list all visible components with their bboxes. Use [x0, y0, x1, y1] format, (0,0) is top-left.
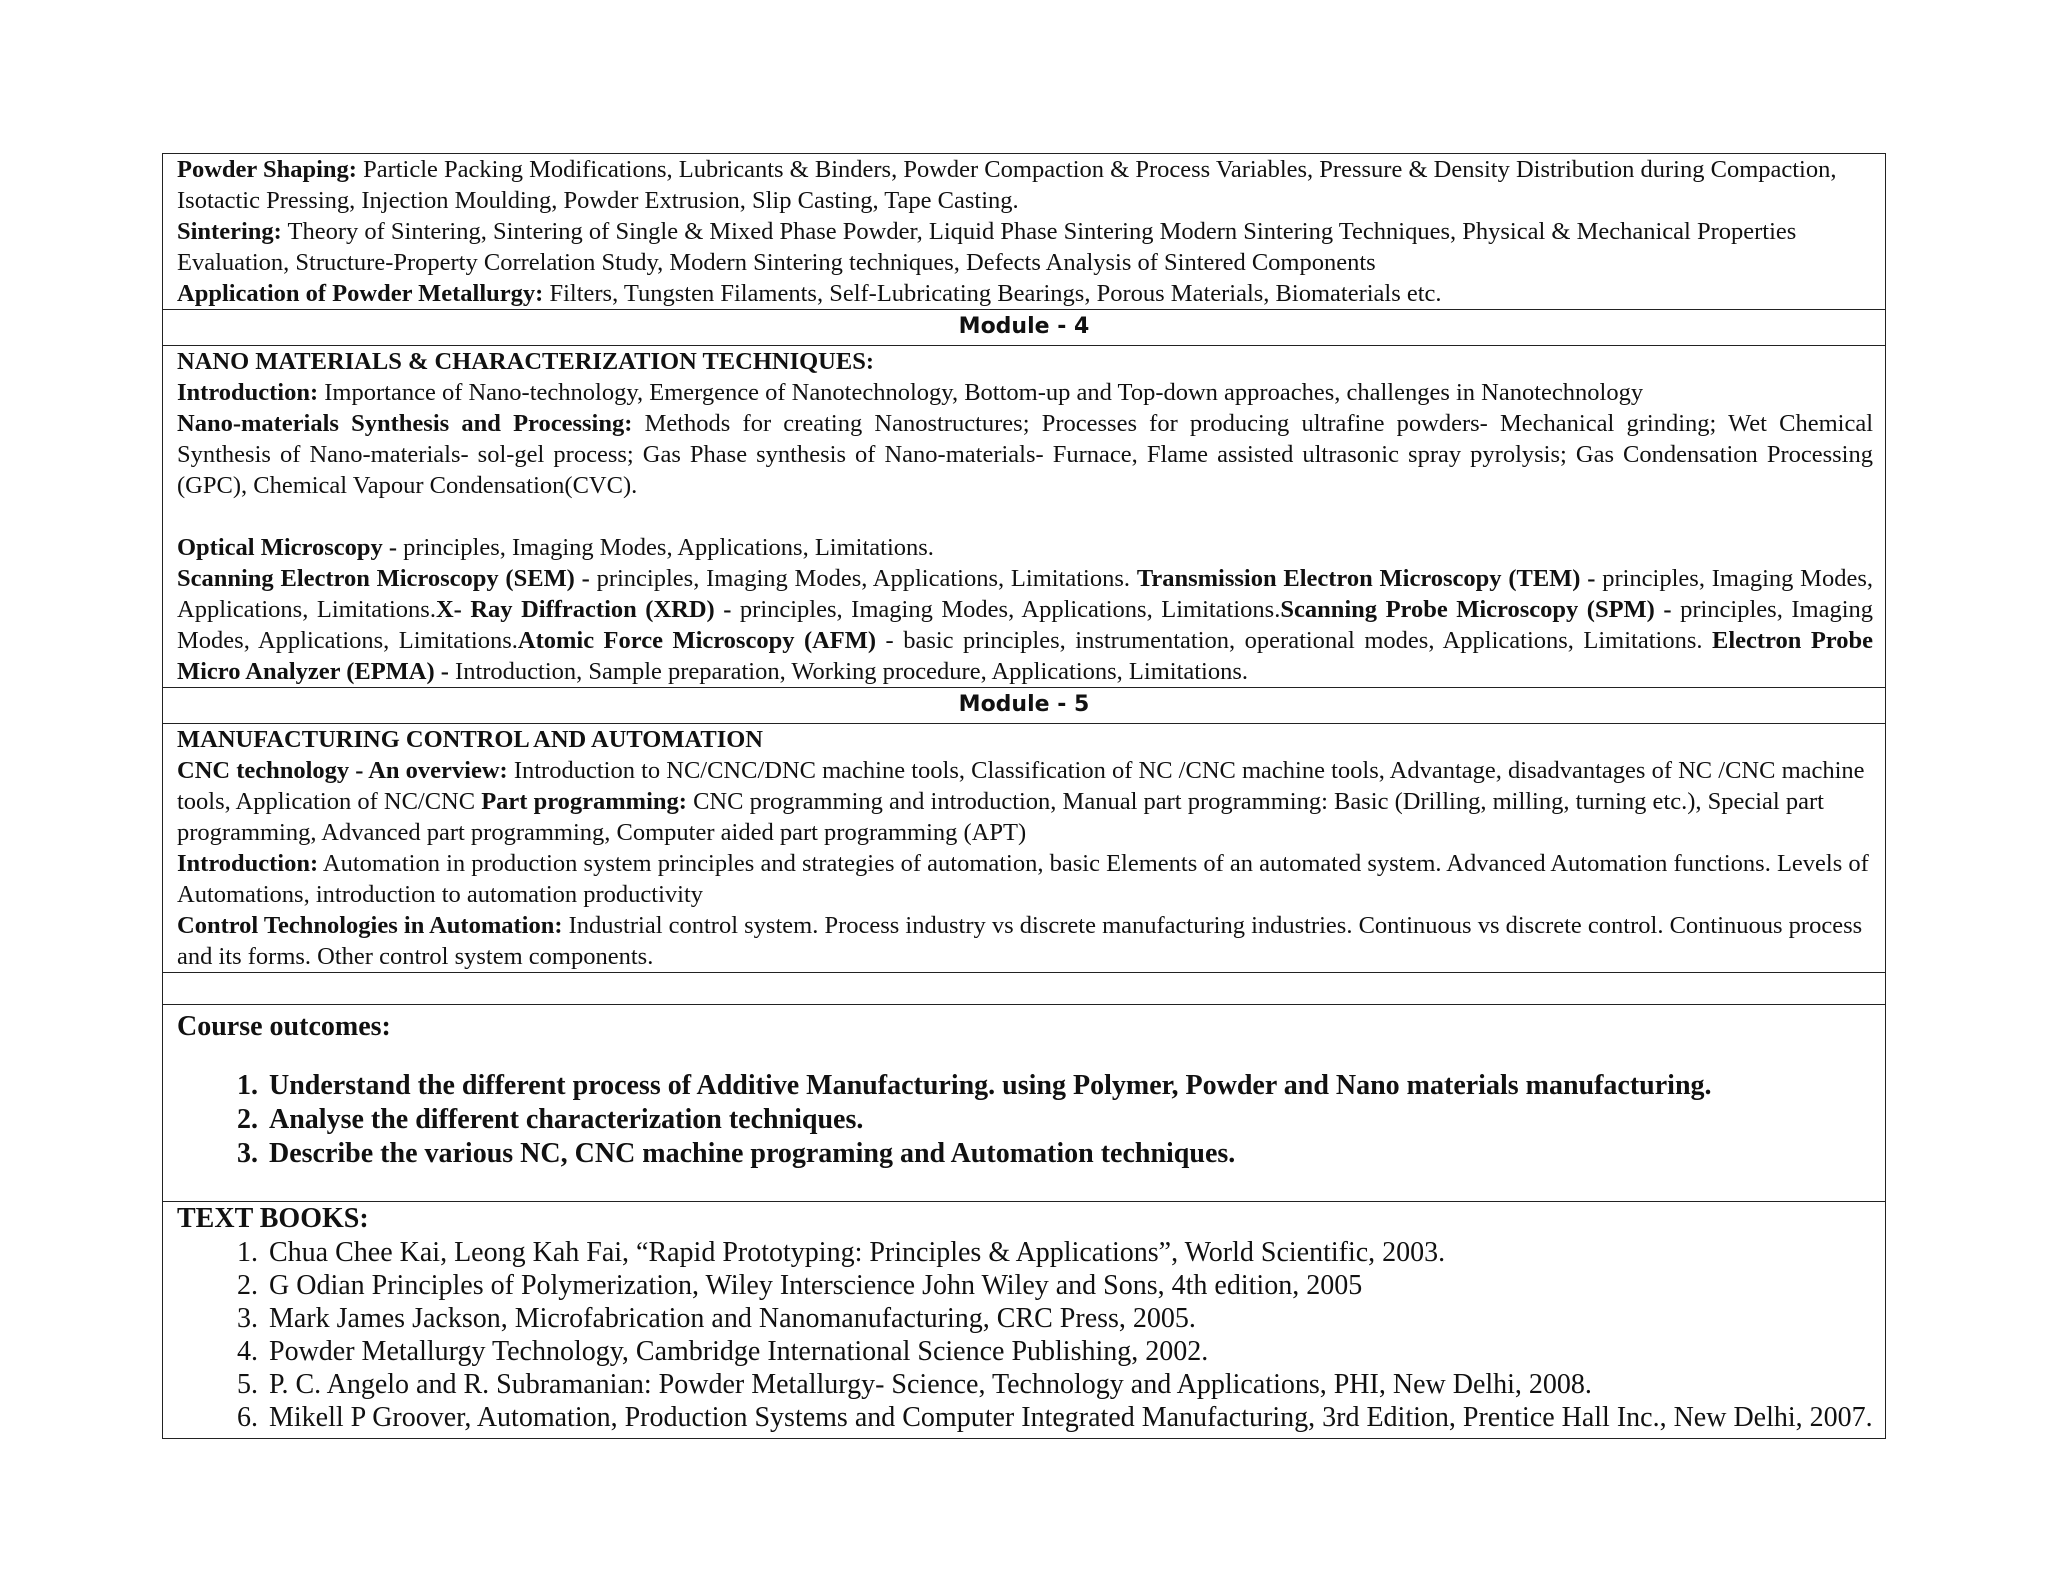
automation-intro-paragraph [177, 848, 1873, 910]
epma-heading: Electron Probe Micro Analyzer (EPMA) - [177, 627, 1873, 685]
afm-text: - basic principles, instrumentation, operational modes, Applications, Limitations. [876, 627, 1712, 654]
module-5-title [177, 724, 1873, 755]
book-item: 1. Chua Chee Kai, Leong Kah Fai, “Rapid Prototyping: Principles & Applications”, World Scientific, 2003. [265, 1236, 1873, 1269]
application-paragraph [177, 278, 1873, 309]
optical-microscopy-text: principles, Imaging Modes, Applications, Limitations. [397, 534, 934, 561]
outcome-item: 3. Describe the various NC, CNC machine programing and Automation techniques. [265, 1137, 1873, 1171]
book-item: 6. Mikell P Groover, Automation, Production Systems and Computer Integrated Manufacturing, 3rd Edition, Prentice Hall Inc., New Delhi, 2007. [265, 1401, 1873, 1434]
sem-heading: Scanning Electron Microscopy (SEM) - [177, 565, 590, 592]
module-4-title [177, 346, 1873, 377]
control-technologies-heading: Control Technologies in Automation: [177, 912, 563, 939]
powder-shaping-heading: Powder Shaping: [177, 156, 357, 183]
xrd-heading: X- Ray Diffraction (XRD) - [435, 596, 732, 623]
cnc-heading: CNC technology - An overview: [177, 757, 508, 784]
tem-heading: Transmission Electron Microscopy (TEM) - [1136, 565, 1596, 592]
text-books-cell [163, 1202, 1885, 1438]
application-heading: Application of Powder Metallurgy: [177, 280, 544, 307]
outcome-item: 2. Analyse the different characterization techniques. [265, 1103, 1873, 1137]
nano-intro-text: Importance of Nano-technology, Emergence of Nanotechnology, Bottom-up and Top-down approaches, challenges in Nanotechnology [318, 379, 1644, 406]
powder-shaping-paragraph [177, 154, 1873, 216]
module-4-content-cell [163, 346, 1885, 688]
microscopy-techniques-paragraph [177, 563, 1873, 687]
syllabus-table [162, 153, 1886, 1439]
nano-synthesis-heading: Nano-materials Synthesis and Processing: [177, 410, 633, 437]
optical-microscopy-paragraph [177, 532, 1873, 563]
course-outcomes-title: Course outcomes: [177, 1011, 391, 1042]
nano-synthesis-text: Methods for creating Nanostructures; Processes for producing ultrafine powders- Mechanical grinding; Wet Chemical Synthesis of Nano-materials- sol-gel process; Gas Phase synthesis of Nano-materials- Furnace, Flame assisted ultrasonic spray pyrolysis; Gas Condensation Processing (GPC), Chemical Vapour Condensation(CVC). [177, 410, 1873, 499]
course-outcomes-list [177, 1069, 1873, 1171]
book-item: 4. Powder Metallurgy Technology, Cambridge International Science Publishing, 2002. [265, 1335, 1873, 1368]
control-technologies-text: Industrial control system. Process industry vs discrete manufacturing industries. Continuous vs discrete control. Continuous process and its forms. Other control system components. [177, 912, 1863, 970]
module-5-title-text: MANUFACTURING CONTROL AND AUTOMATION [177, 726, 763, 753]
module-5-header: Module - 5 [163, 688, 1885, 724]
automation-intro-text: Automation in production system principles and strategies of automation, basic Elements of an automated system. Advanced Automation functions. Levels of Automations, introduction to automation productivity [177, 850, 1869, 908]
tem-text: principles, Imaging Modes, Applications, Limitations. [177, 565, 1873, 623]
xrd-text: principles, Imaging Modes, Applications, Limitations. [731, 596, 1281, 623]
sintering-paragraph [177, 216, 1873, 278]
nano-synthesis-paragraph [177, 408, 1873, 501]
part-programming-text: CNC programming and introduction, Manual part programming: Basic (Drilling, milling, turning etc.), Special part programming, Advanced part programming, Computer aided part programming (APT) [177, 788, 1824, 846]
spm-text: principles, Imaging Modes, Applications, Limitations. [177, 596, 1874, 654]
afm-heading: Atomic Force Microscopy (AFM) [517, 627, 877, 654]
sintering-heading: Sintering: [177, 218, 282, 245]
paragraph-spacer [177, 501, 1873, 532]
epma-text: Introduction, Sample preparation, Working procedure, Applications, Limitations. [448, 658, 1249, 685]
sintering-text: Theory of Sintering, Sintering of Single & Mixed Phase Powder, Liquid Phase Sintering Modern Sintering Techniques, Physical & Mechanical Properties Evaluation, Structure-Property Correlation Study, Modern Sintering techniques, Defects Analysis of Sintered Components [177, 218, 1797, 276]
outcome-item: 1. Understand the different process of Additive Manufacturing. using Polymer, Powder and Nano materials manufacturing. [265, 1069, 1873, 1103]
text-books-title: TEXT BOOKS: [177, 1203, 369, 1234]
module-5-content-cell [163, 724, 1885, 973]
control-technologies-paragraph [177, 910, 1873, 972]
module-4-title-text: NANO MATERIALS & CHARACTERIZATION TECHNIQUES: [177, 348, 874, 375]
book-item: 2. G Odian Principles of Polymerization, Wiley Interscience John Wiley and Sons, 4th edition, 2005 [265, 1269, 1873, 1302]
part-programming-heading: Part programming: [481, 788, 687, 815]
nano-intro-heading: Introduction: [177, 379, 319, 406]
nano-intro-paragraph [177, 377, 1873, 408]
spm-heading: Scanning Probe Microscopy (SPM) - [1280, 596, 1672, 623]
cnc-text: Introduction to NC/CNC/DNC machine tools, Classification of NC /CNC machine tools, Advantage, disadvantages of NC /CNC machine tools, Application of NC/CNC [177, 757, 1865, 815]
book-item: 5. P. C. Angelo and R. Subramanian: Powder Metallurgy- Science, Technology and Applications, PHI, New Delhi, 2008. [265, 1368, 1873, 1401]
automation-intro-heading: Introduction: [177, 850, 319, 877]
sem-text: principles, Imaging Modes, Applications, Limitations. [589, 565, 1137, 592]
optical-microscopy-heading: Optical Microscopy - [177, 534, 398, 561]
module-4-header: Module - 4 [163, 310, 1885, 346]
cnc-paragraph [177, 755, 1873, 848]
empty-row [163, 973, 1885, 1005]
text-books-list [177, 1236, 1873, 1434]
powder-shaping-text: Particle Packing Modifications, Lubricants & Binders, Powder Compaction & Process Variables, Pressure & Density Distribution during Compaction, Isotactic Pressing, Injection Moulding, Powder Extrusion, Slip Casting, Tape Casting. [177, 156, 1837, 214]
course-outcomes-cell [163, 1005, 1885, 1202]
module-3-content-cell [163, 154, 1885, 310]
application-text: Filters, Tungsten Filaments, Self-Lubricating Bearings, Porous Materials, Biomaterials etc. [543, 280, 1442, 307]
book-item: 3. Mark James Jackson, Microfabrication and Nanomanufacturing, CRC Press, 2005. [265, 1302, 1873, 1335]
